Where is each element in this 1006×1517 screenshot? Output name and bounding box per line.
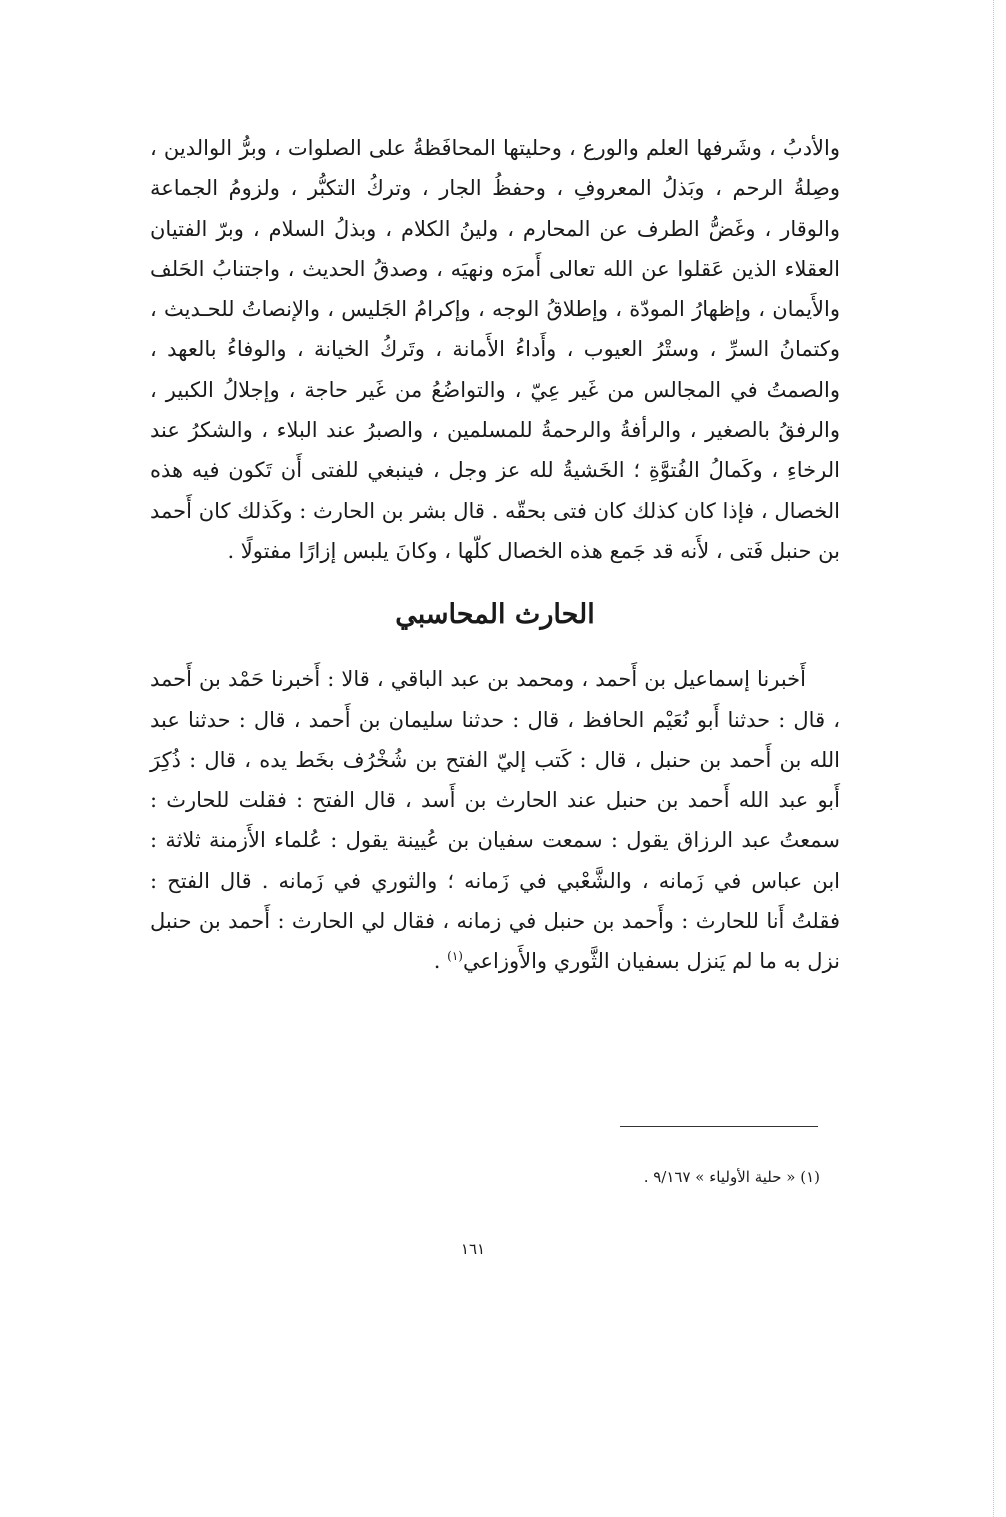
page-number: ١٦١ <box>460 1240 486 1258</box>
footnote: (١) « حلية الأولياء » ٩/١٦٧ . <box>643 1168 820 1186</box>
paragraph-harith-text: أَخبرنا إسماعيل بن أَحمد ، ومحمد بن عبد الباقي ، قالا : أَخبرنا حَمْد بن أَحمد ، قال : حدثنا أَبو نُعَيْم الحافظ ، قال : حدثنا سليمان بن أَحمد ، قال : حدثنا عبد الله بن أَحمد بن حنبل ، قال : كَتب إليّ الفتح بن شُخْرُف بخَط يده ، قال : ذُكِرَ أَبو عبد الله أَحمد بن حنبل عند الحارث بن أَسد ، قال الفتح : فقلت للحارث : سمعتُ عبد الرزاق يقول : سمعت سفيان بن عُيينة يقول : عُلماء الأَزمنة ثلاثة : ابن عباس في زَمانه ، والشَّعْبي في زَمانه ؛ والثوري في زَمانه . قال الفتح : فقلتُ أَنا للحارث : وأَحمد بن حنبل في زمانه ، فقال لي الحارث : أَحمد بن حنبل نزل به ما لم يَنزل بسفيان الثَّوري والأَوزاعي <box>150 667 840 974</box>
paragraph-futuwwa: والأدبُ ، وشَرفها العلم والورع ، وحليتها المحافَظةُ على الصلوات ، وبرُّ الوالدين ، وصِلةُ الرحم ، وبَذلُ المعروفِ ، وحفظُ الجار ، وتركُ التكبُّر ، ولزومُ الجماعة والوقار ، وغَضُّ الطرف عن المحارم ، ولينُ الكلام ، وبذلُ السلام ، وبرّ الفتيان العقلاء الذين عَقلوا عن الله تعالى أَمرَه ونهيَه ، وصدقُ الحديث ، واجتنابُ الحَلف والأَيمان ، وإظهارُ المودّة ، وإطلاقُ الوجه ، وإكرامُ الجَليس ، والإنصاتُ للحـديث ، وكتمانُ السرِّ ، وستْرُ العيوب ، وأَداءُ الأَمانة ، وتَركُ الخيانة ، والوفاءُ بالعهد ، والصمتُ في المجالس من غَير عِيّ ، والتواضُعُ من غَير حاجة ، وإجلالُ الكبير ، والرفقُ بالصغير ، والرأفةُ والرحمةُ للمسلمين ، والصبرُ عند البلاء ، والشكرُ عند الرخاءِ ، وكَمالُ الفُتوَّةِ ؛ الخَشيةُ لله عز وجل ، فينبغي للفتى أَن تَكون فيه هذه الخصال ، فإذا كان كذلك كان فتى بحقّه . قال بشر بن الحارث : وكَذلك كان أَحمد بن حنبل فَتى ، لأَنه قد جَمع هذه الخصال كلّها ، وكانَ يلبس إزارًا مفتولًا . <box>150 136 840 563</box>
paragraph-harith-end: . <box>433 949 448 974</box>
page-body <box>150 128 840 982</box>
scan-edge-line <box>992 0 994 1517</box>
section-heading: الحارث المحاسبي <box>395 599 595 631</box>
footnote-marker: (١) <box>447 949 463 964</box>
paragraph-harith <box>150 659 840 981</box>
footnote-divider <box>620 1126 818 1127</box>
